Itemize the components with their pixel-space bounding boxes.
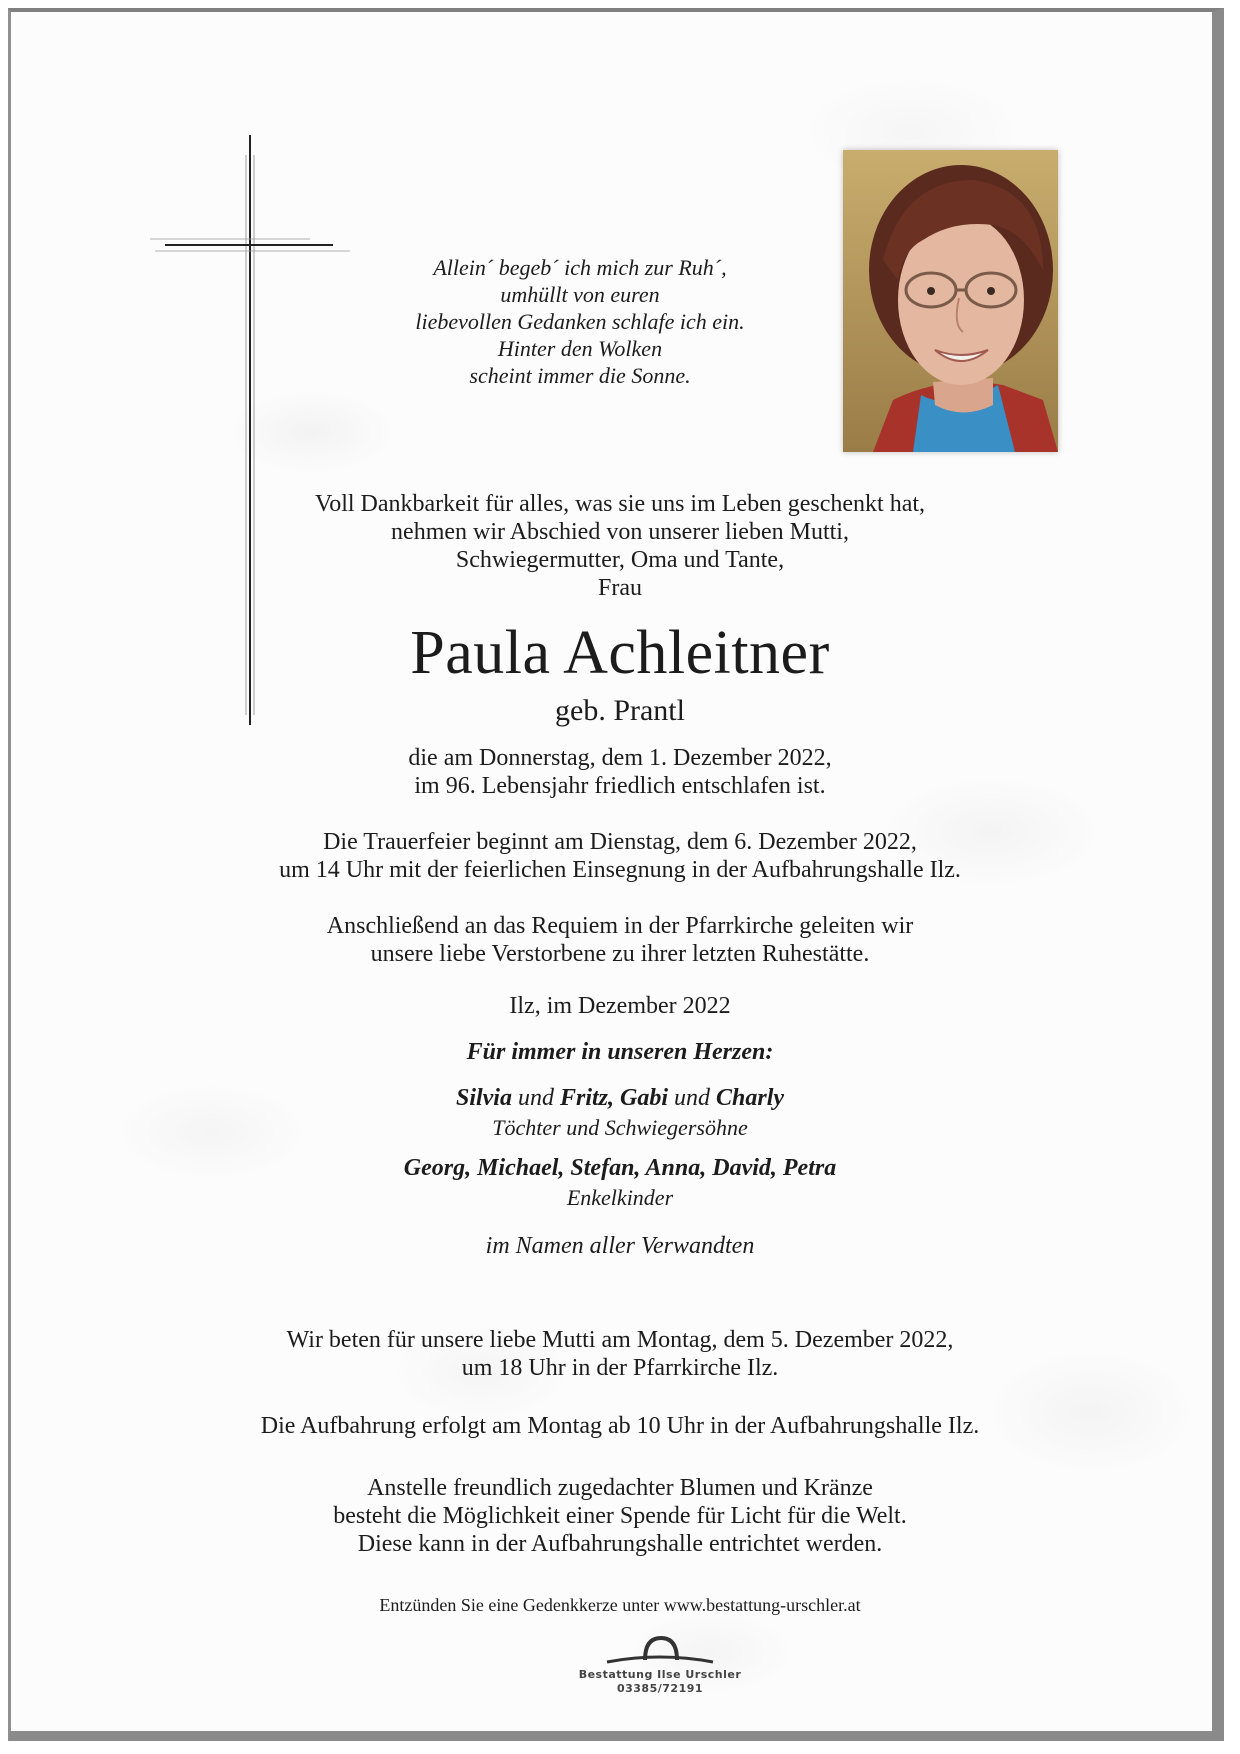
mourner-name: Fritz, Gabi (559, 1085, 669, 1111)
intro-line: nehmen wir Abschied von unserer lieben Mutti, (391, 519, 849, 545)
prayer-line: Wir beten für unsere liebe Mutti am Montag, dem 5. Dezember 2022, (286, 1327, 954, 1353)
poem (360, 254, 800, 389)
poem-line: Hinter den Wolken (497, 336, 663, 361)
place-date: Ilz, im Dezember 2022 (509, 993, 731, 1019)
prayer-line: um 18 Uhr in der Pfarrkirche Ilz. (461, 1355, 779, 1381)
grandchildren-role: Enkelkinder (566, 1185, 674, 1210)
intro-line: Schwiegermutter, Oma und Tante, (455, 547, 785, 573)
ceremony-line: um 14 Uhr mit der feierlichen Einsegnung in der Aufbahrungshalle Ilz. (279, 857, 961, 883)
donation-line: besteht die Möglichkeit einer Spende für Licht für die Welt. (333, 1503, 907, 1529)
conjunction: und (668, 1085, 717, 1111)
mourner-name: Silvia (455, 1085, 512, 1111)
death-line: die am Donnerstag, dem 1. Dezember 2022, (408, 745, 832, 771)
children-names (20, 1084, 1220, 1112)
children-role: Töchter und Schwiegersöhne (492, 1115, 748, 1140)
mourner-name: Charly (716, 1085, 785, 1111)
death-line: im 96. Lebensjahr friedlich entschlafen ist. (414, 773, 826, 799)
funeral-home-logo (560, 1632, 760, 1712)
funeral-home-phone: 03385/72191 (616, 1682, 704, 1695)
poem-line: umhüllt von euren (500, 282, 660, 307)
intro-text (20, 490, 1220, 602)
candle-link[interactable]: Entzünden Sie eine Gedenkkerze unter www.bestattung-urschler.at (379, 1595, 861, 1615)
grandchildren-names: Georg, Michael, Stefan, Anna, David, Petra (403, 1155, 837, 1181)
portrait-photo (843, 150, 1058, 452)
sunrise-logo-icon (605, 1632, 715, 1668)
ceremony-text (20, 828, 1220, 884)
donation-text (20, 1474, 1220, 1558)
viewing-text: Die Aufbahrung erfolgt am Montag ab 10 Uhr in der Aufbahrungshalle Ilz. (260, 1413, 980, 1439)
death-text (20, 744, 1220, 800)
poem-line: Allein´ begeb´ ich mich zur Ruh´, (433, 255, 727, 280)
poem-line: liebevollen Gedanken schlafe ich ein. (415, 309, 745, 334)
deceased-name: Paula Achleitner (410, 619, 830, 687)
birth-name: geb. Prantl (555, 694, 685, 727)
funeral-home-name: Bestattung Ilse Urschler (578, 1668, 742, 1681)
conjunction: und (511, 1085, 560, 1111)
donation-line: Anstelle freundlich zugedachter Blumen und Kränze (367, 1475, 873, 1501)
requiem-line: Anschließend an das Requiem in der Pfarrkirche geleiten wir (326, 913, 914, 939)
donation-line: Diese kann in der Aufbahrungshalle entrichtet werden. (357, 1531, 883, 1557)
intro-line: Frau (598, 575, 642, 601)
relatives-text: im Namen aller Verwandten (485, 1233, 755, 1259)
requiem-text (20, 912, 1220, 968)
requiem-line: unsere liebe Verstorbene zu ihrer letzten Ruhestätte. (370, 941, 870, 967)
poem-line: scheint immer die Sonne. (469, 363, 691, 388)
ceremony-line: Die Trauerfeier beginnt am Dienstag, dem 6. Dezember 2022, (323, 829, 917, 855)
intro-line: Voll Dankbarkeit für alles, was sie uns im Leben geschenkt hat, (314, 491, 926, 517)
forever-heading: Für immer in unseren Herzen: (466, 1039, 774, 1065)
prayer-text (20, 1326, 1220, 1382)
